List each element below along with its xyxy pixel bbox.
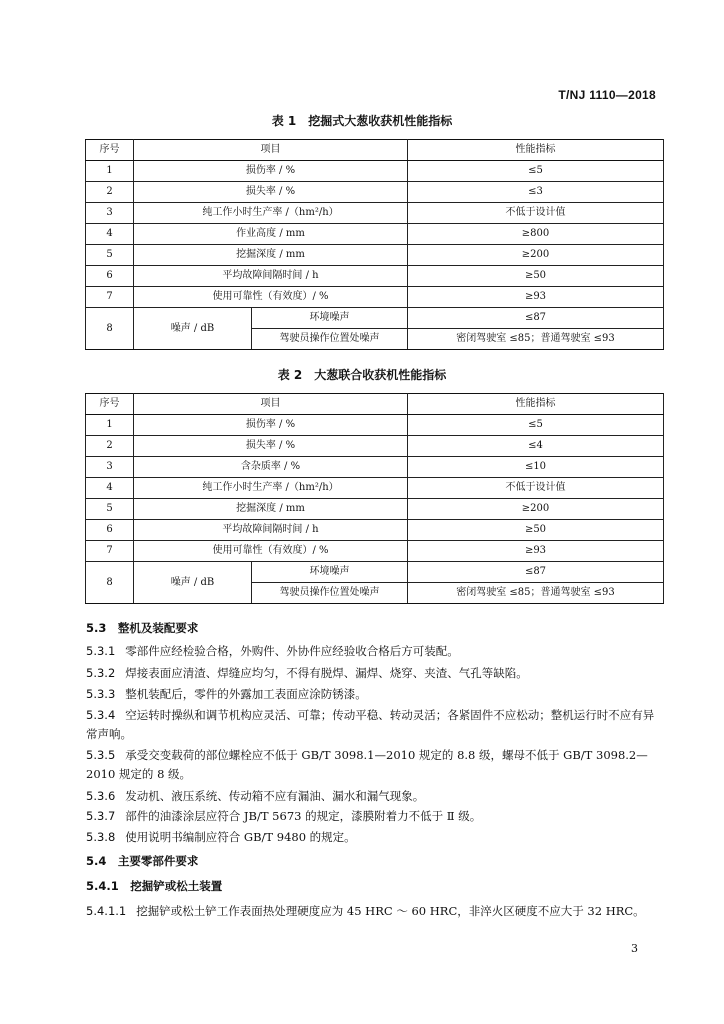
cell-no: 8: [86, 562, 134, 604]
table-row: [86, 520, 664, 541]
cell-no: 1: [86, 415, 134, 436]
cell-no: 3: [86, 457, 134, 478]
cell-item: 作业高度 / mm: [134, 224, 408, 245]
cell-value: ≤4: [408, 436, 664, 457]
clause-number: 5.3.1: [86, 644, 116, 658]
cell-item: 损伤率 / %: [134, 415, 408, 436]
cell-no: 1: [86, 161, 134, 182]
clause-number: 5.3.3: [86, 687, 116, 701]
cell-value: 不低于设计值: [408, 478, 664, 499]
cell-no: 3: [86, 203, 134, 224]
table-row: [86, 203, 664, 224]
table-row: [86, 245, 664, 266]
clause-text: 整机装配后，零件的外露加工表面应涂防锈漆。: [125, 687, 367, 701]
cell-value: ≥200: [408, 245, 664, 266]
cell-value: ≤87: [408, 562, 664, 583]
clause-5-3-2: [86, 664, 664, 683]
cell-no: 8: [86, 308, 134, 350]
clause-5-3-8: [86, 828, 664, 847]
clause-number: 5.3.6: [86, 789, 116, 803]
table1: [85, 139, 664, 350]
clause-number: 5.4.1.1: [86, 904, 127, 918]
cell-value: 密闭驾驶室 ≤85；普通驾驶室 ≤93: [408, 329, 664, 350]
cell-no: 6: [86, 520, 134, 541]
section-5-4-1-title: 5.4.1 挖掘铲或松土装置: [86, 879, 223, 893]
table1-header-item: 项目: [134, 140, 408, 161]
cell-item: 损失率 / %: [134, 182, 408, 203]
table1-header-no: 序号: [86, 140, 134, 161]
cell-no: 4: [86, 224, 134, 245]
clause-text: 零部件应经检验合格，外购件、外协件应经验收合格后方可装配。: [125, 644, 459, 658]
table-row: [86, 562, 664, 583]
clause-text: 挖掘铲或松土铲工作表面热处理硬度应为 45 HRC ～ 60 HRC，非淬火区硬度不应大于 32 HRC。: [136, 904, 645, 918]
cell-value: ≥50: [408, 520, 664, 541]
cell-item: 挖掘深度 / mm: [134, 245, 408, 266]
cell-value: ≤10: [408, 457, 664, 478]
page-number: 3: [631, 942, 638, 955]
cell-value: ≥93: [408, 287, 664, 308]
cell-value: 不低于设计值: [408, 203, 664, 224]
cell-no: 5: [86, 245, 134, 266]
table2-header-no: 序号: [86, 394, 134, 415]
table1-header-value: 性能指标: [408, 140, 664, 161]
table2-title: 表 2 大葱联合收获机性能指标: [277, 368, 447, 382]
clause-5-3-6: [86, 787, 664, 806]
clause-number: 5.3.8: [86, 830, 116, 844]
cell-no: 2: [86, 182, 134, 203]
clause-text: 承受交变载荷的部位螺栓应不低于 GB/T 3098.1—2010 规定的 8.8 级，螺母不低于 GB/T 3098.2—2010 规定的 8 级。: [86, 748, 648, 781]
cell-no: 2: [86, 436, 134, 457]
cell-no: 5: [86, 499, 134, 520]
clause-text: 空运转时操纵和调节机构应灵活、可靠；传动平稳、转动灵活；各紧固件不应松动；整机运行时不应有异常声响。: [86, 708, 655, 741]
cell-no: 4: [86, 478, 134, 499]
table-row: [86, 308, 664, 329]
table-row: [86, 182, 664, 203]
cell-item: 损失率 / %: [134, 436, 408, 457]
cell-no: 7: [86, 287, 134, 308]
cell-subitem: 驾驶员操作位置处噪声: [252, 583, 408, 604]
table2-header-item: 项目: [134, 394, 408, 415]
cell-item: 使用可靠性（有效度）/ %: [134, 287, 408, 308]
clause-text: 使用说明书编制应符合 GB/T 9480 的规定。: [125, 830, 356, 844]
clause-5-3-1: [86, 642, 664, 661]
table2-header-row: [86, 394, 664, 415]
clause-5-4-1-1: [86, 902, 664, 921]
clause-5-3-3: [86, 685, 664, 704]
clause-5-3-7: [86, 807, 664, 826]
clause-5-3-5: [86, 746, 664, 784]
table-row: [86, 161, 664, 182]
cell-subitem: 驾驶员操作位置处噪声: [252, 329, 408, 350]
table1-title: 表 1 挖掘式大葱收获机性能指标: [271, 114, 453, 128]
cell-item: 平均故障间隔时间 / h: [134, 266, 408, 287]
table-row: [86, 541, 664, 562]
cell-value: ≤5: [408, 161, 664, 182]
clause-5-3-4: [86, 706, 664, 744]
table-row: [86, 287, 664, 308]
cell-value: ≤87: [408, 308, 664, 329]
cell-subitem: 环境噪声: [252, 562, 408, 583]
table1-header-row: [86, 140, 664, 161]
clause-text: 部件的油漆涂层应符合 JB/T 5673 的规定，漆膜附着力不低于 Ⅱ 级。: [125, 809, 482, 823]
table-row: [86, 499, 664, 520]
clause-number: 5.3.4: [86, 708, 116, 722]
table2-header-value: 性能指标: [408, 394, 664, 415]
cell-no: 6: [86, 266, 134, 287]
table2: [85, 393, 664, 604]
cell-value: ≥50: [408, 266, 664, 287]
cell-value: ≥800: [408, 224, 664, 245]
cell-item: 噪声 / dB: [134, 308, 252, 350]
cell-item: 使用可靠性（有效度）/ %: [134, 541, 408, 562]
table-row: [86, 478, 664, 499]
section-5-4-title: 5.4 主要零部件要求: [86, 854, 199, 868]
table-row: [86, 266, 664, 287]
section-5-3-title: 5.3 整机及装配要求: [86, 621, 199, 635]
cell-item: 损伤率 / %: [134, 161, 408, 182]
cell-item: 含杂质率 / %: [134, 457, 408, 478]
cell-value: ≥200: [408, 499, 664, 520]
cell-value: 密闭驾驶室 ≤85；普通驾驶室 ≤93: [408, 583, 664, 604]
cell-item: 纯工作小时生产率 /（hm²/h）: [134, 478, 408, 499]
cell-no: 7: [86, 541, 134, 562]
cell-subitem: 环境噪声: [252, 308, 408, 329]
clause-text: 焊接表面应清渣、焊缝应均匀，不得有脱焊、漏焊、烧穿、夹渣、气孔等缺陷。: [125, 666, 528, 680]
document-code: T/NJ 1110—2018: [558, 88, 656, 102]
table-row: [86, 436, 664, 457]
cell-value: ≥93: [408, 541, 664, 562]
table-row: [86, 415, 664, 436]
clause-text: 发动机、液压系统、传动箱不应有漏油、漏水和漏气现象。: [125, 789, 425, 803]
cell-item: 噪声 / dB: [134, 562, 252, 604]
table-row: [86, 457, 664, 478]
cell-value: ≤3: [408, 182, 664, 203]
clause-number: 5.3.2: [86, 666, 116, 680]
clause-number: 5.3.7: [86, 809, 116, 823]
cell-item: 平均故障间隔时间 / h: [134, 520, 408, 541]
table-row: [86, 224, 664, 245]
cell-item: 挖掘深度 / mm: [134, 499, 408, 520]
clause-number: 5.3.5: [86, 748, 116, 762]
cell-item: 纯工作小时生产率 /（hm²/h）: [134, 203, 408, 224]
cell-value: ≤5: [408, 415, 664, 436]
